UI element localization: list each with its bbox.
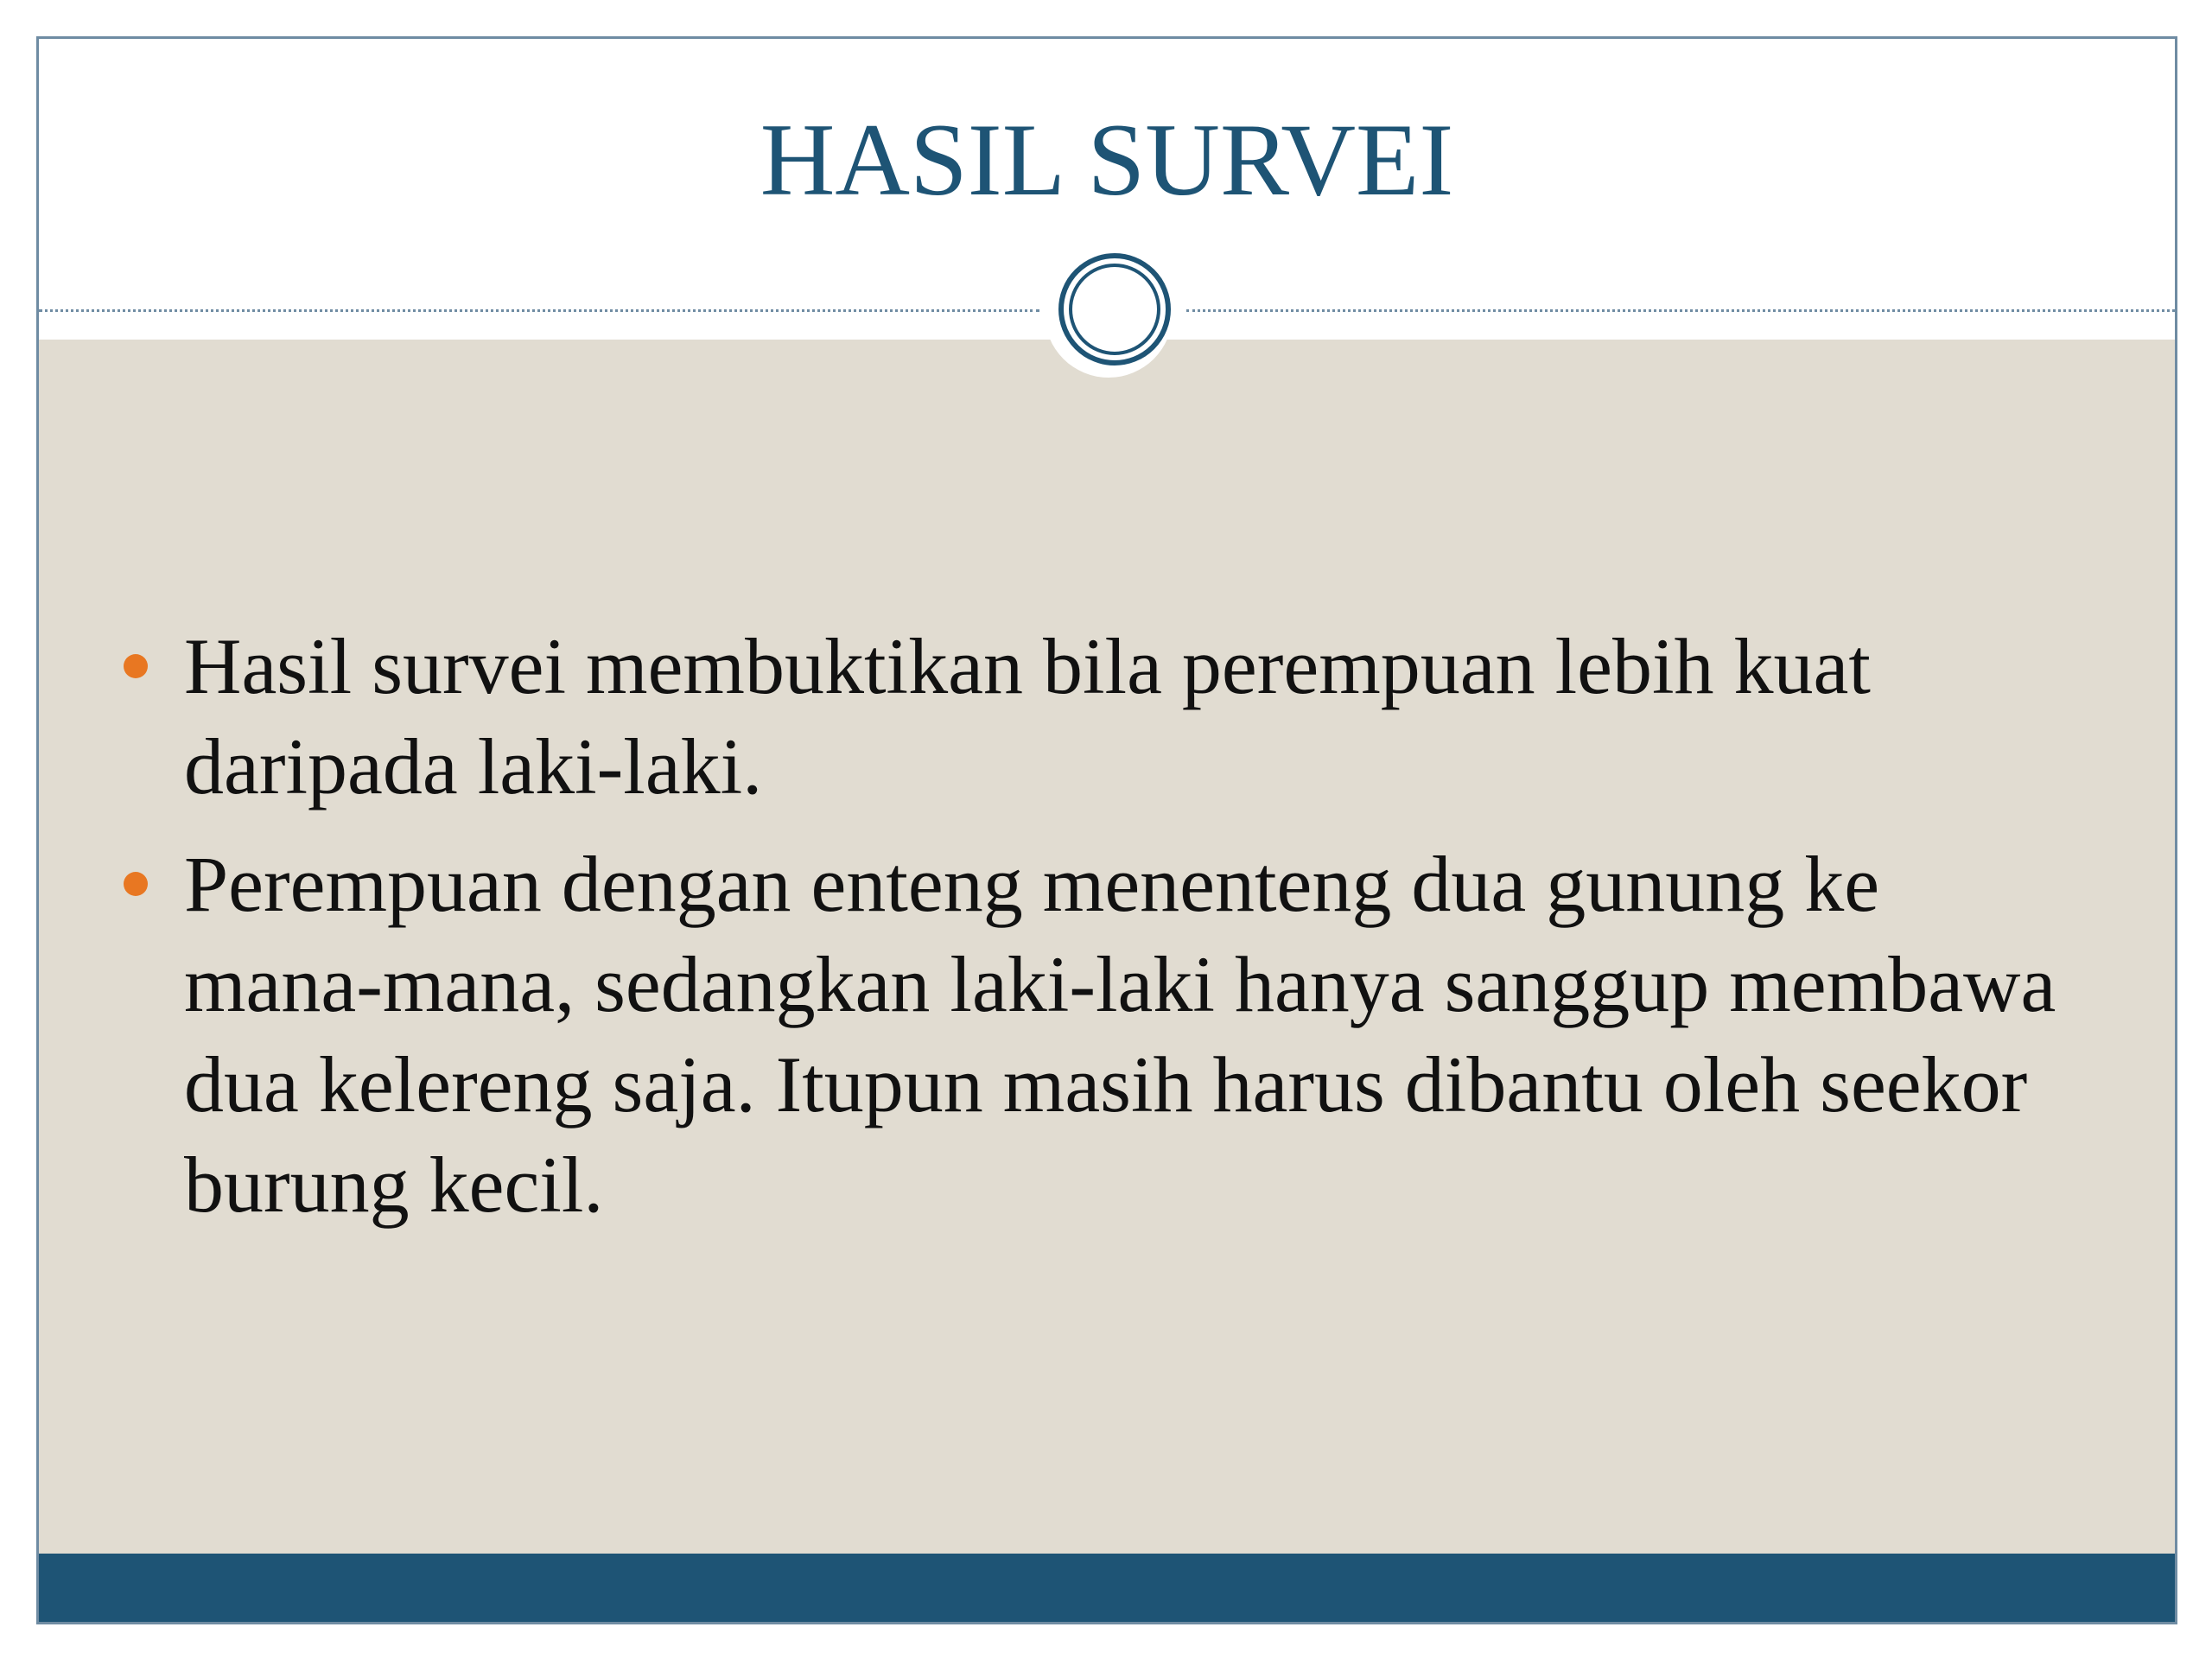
- circle-ornament-inner-ring: [1069, 264, 1160, 355]
- slide: [36, 36, 2177, 1624]
- content-area: [39, 340, 2175, 1554]
- bullet-text: Hasil survei membuktikan bila perempuan lebih kuat daripada laki-laki.: [184, 622, 1871, 810]
- bullet-dot-icon: [124, 654, 148, 678]
- title-divider-left: [39, 309, 1039, 312]
- footer-bar: [39, 1554, 2175, 1624]
- bullet-item: [39, 616, 2175, 817]
- bullet-list: [39, 616, 2175, 1252]
- slide-title: HASIL SURVEI: [760, 102, 1454, 217]
- bullet-dot-icon: [124, 872, 148, 896]
- bullet-item: [39, 834, 2175, 1235]
- title-divider-right: [1186, 309, 2177, 312]
- bullet-text: Perempuan dengan enteng menenteng dua gunung ke mana-mana, sedangkan laki-laki hanya sanggup membawa dua kelereng saja. Itupun masih harus dibantu oleh seekor burung kecil.: [184, 840, 2056, 1229]
